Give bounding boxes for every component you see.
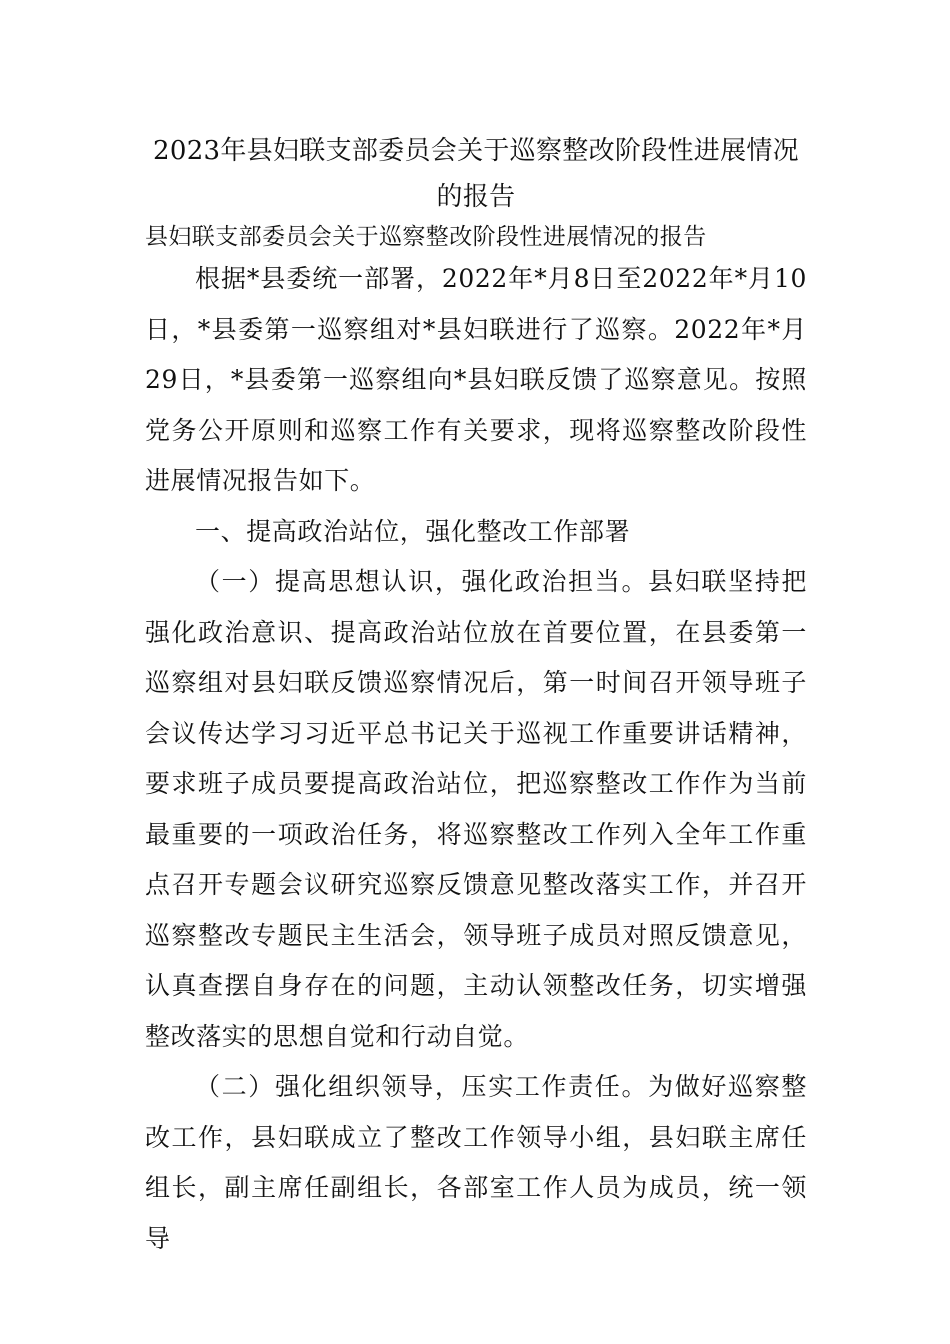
document-page <box>145 128 807 1264</box>
document-subtitle: 县妇联支部委员会关于巡察整改阶段性进展情况的报告 <box>145 224 707 250</box>
section-1-item-1: （一）提高思想认识，强化政治担当。县妇联坚持把强化政治意识、提高政治站位放在首要位置，在县委第一巡察组对县妇联反馈巡察情况后，第一时间召开领导班子会议传达学习习近平总书记关于巡视工作重要讲话精神，要求班子成员要提高政治站位，把巡察整改工作作为当前最重要的一项政治任务，将巡察整改工作列入全年工作重点召开专题会议研究巡察反馈意见整改落实工作，并召开巡察整改专题民主生活会，领导班子成员对照反馈意见，认真查摆自身存在的问题，主动认领整改任务，切实增强整改落实的思想自觉和行动自觉。 <box>145 567 807 1051</box>
section-heading-1: 一、提高政治站位，强化整改工作部署 <box>195 516 631 546</box>
document-title: 2023年县妇联支部委员会关于巡察整改阶段性进展情况的报告 <box>153 136 799 212</box>
section-1-item-2: （二）强化组织领导，压实工作责任。为做好巡察整改工作，县妇联成立了整改工作领导小组，县妇联主席任组长，副主席任副组长，各部室工作人员为成员，统一领导 <box>145 1072 807 1253</box>
intro-paragraph: 根据*县委统一部署，2022年*月8日至2022年*月10日，*县委第一巡察组对*县妇联进行了巡察。2022年*月29日，*县委第一巡察组向*县妇联反馈了巡察意见。按照党务公开原则和巡察工作有关要求，现将巡察整改阶段性进展情况报告如下。 <box>145 264 807 495</box>
